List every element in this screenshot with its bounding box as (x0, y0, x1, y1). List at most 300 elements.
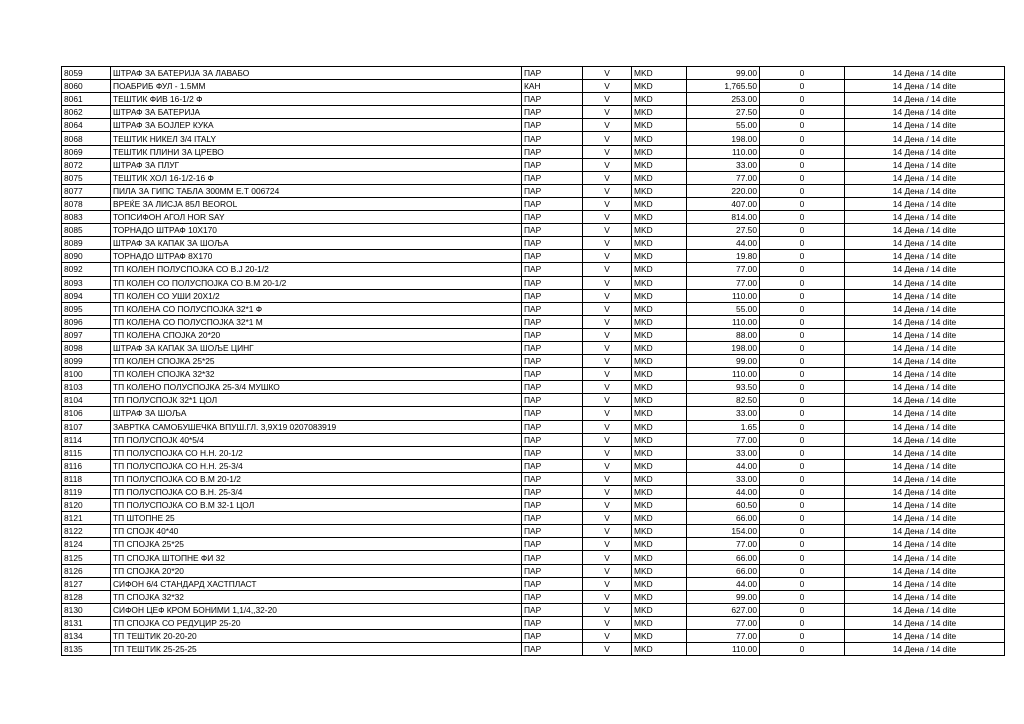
item-delivery: 14 Дена / 14 dite (845, 289, 1005, 302)
item-vat-mark: V (583, 499, 632, 512)
item-price: 1,765.50 (687, 80, 760, 93)
item-currency: MKD (632, 80, 687, 93)
item-name: ТП КОЛЕН СО УШИ 20Х1/2 (111, 289, 522, 302)
table-row (62, 577, 1005, 590)
item-name: ТЕШТИК ХОЛ 16-1/2-16 Ф (111, 171, 522, 184)
item-quantity: 0 (760, 250, 845, 263)
item-name: ШТРАФ ЗА ШОЉА (111, 407, 522, 420)
item-name: ЗАВРТКА САМОБУШЕЧКА ВПУШ.ГЛ. 3,9Х19 0207083919 (111, 420, 522, 433)
item-currency: MKD (632, 302, 687, 315)
item-delivery: 14 Дена / 14 dite (845, 328, 1005, 341)
item-price: 99.00 (687, 67, 760, 80)
item-currency: MKD (632, 551, 687, 564)
item-name: ТП ПОЛУСПОЈКА СО В.Н. 25-3/4 (111, 486, 522, 499)
item-quantity: 0 (760, 119, 845, 132)
item-currency: MKD (632, 289, 687, 302)
item-delivery: 14 Дена / 14 dite (845, 315, 1005, 328)
item-code: 8069 (62, 145, 111, 158)
item-code: 8085 (62, 224, 111, 237)
item-vat-mark: V (583, 420, 632, 433)
table-row (62, 184, 1005, 197)
item-unit: ПАР (522, 237, 583, 250)
item-quantity: 0 (760, 276, 845, 289)
item-quantity: 0 (760, 603, 845, 616)
item-quantity: 0 (760, 551, 845, 564)
item-unit: ПАР (522, 145, 583, 158)
item-name: ТП КОЛЕНО ПОЛУСПОЈКА 25-3/4 МУШКО (111, 381, 522, 394)
item-name: ТП ПОЛУСПОЈКА СО Н.Н. 25-3/4 (111, 459, 522, 472)
item-currency: MKD (632, 564, 687, 577)
item-name: ТЕШТИК ПЛИНИ ЗА ЦРЕВО (111, 145, 522, 158)
item-vat-mark: V (583, 564, 632, 577)
item-currency: MKD (632, 211, 687, 224)
item-unit: ПАР (522, 381, 583, 394)
item-name: ШТРАФ ЗА КАПАК ЗА ШОЉЕ ЦИНГ (111, 341, 522, 354)
item-vat-mark: V (583, 433, 632, 446)
item-name: ТП КОЛЕН СПОЈКА 32*32 (111, 368, 522, 381)
item-name: ТП СПОЈКА 25*25 (111, 538, 522, 551)
table-row (62, 433, 1005, 446)
item-delivery: 14 Дена / 14 dite (845, 407, 1005, 420)
item-quantity: 0 (760, 289, 845, 302)
table-row (62, 119, 1005, 132)
item-quantity: 0 (760, 394, 845, 407)
item-code: 8128 (62, 590, 111, 603)
item-code: 8098 (62, 341, 111, 354)
item-code: 8120 (62, 499, 111, 512)
table-row (62, 145, 1005, 158)
item-code: 8115 (62, 446, 111, 459)
table-row (62, 538, 1005, 551)
item-code: 8064 (62, 119, 111, 132)
item-name: ТП ПОЛУСПОЈК 40*5/4 (111, 433, 522, 446)
item-unit: ПАР (522, 512, 583, 525)
item-price: 253.00 (687, 93, 760, 106)
item-vat-mark: V (583, 446, 632, 459)
item-name: ТП ШТОПНЕ 25 (111, 512, 522, 525)
item-currency: MKD (632, 132, 687, 145)
item-currency: MKD (632, 643, 687, 656)
item-unit: ПАР (522, 158, 583, 171)
table-row (62, 132, 1005, 145)
item-code: 8118 (62, 472, 111, 485)
item-name: ТП КОЛЕН ПОЛУСПОЈКА СО В.Ј 20-1/2 (111, 263, 522, 276)
item-code: 8068 (62, 132, 111, 145)
item-vat-mark: V (583, 328, 632, 341)
table-row (62, 197, 1005, 210)
item-delivery: 14 Дена / 14 dite (845, 341, 1005, 354)
item-delivery: 14 Дена / 14 dite (845, 237, 1005, 250)
item-vat-mark: V (583, 590, 632, 603)
item-delivery: 14 Дена / 14 dite (845, 630, 1005, 643)
table-row (62, 328, 1005, 341)
item-delivery: 14 Дена / 14 dite (845, 472, 1005, 485)
item-price: 110.00 (687, 315, 760, 328)
table-row (62, 551, 1005, 564)
item-price: 33.00 (687, 407, 760, 420)
item-price: 110.00 (687, 643, 760, 656)
item-unit: ПАР (522, 315, 583, 328)
item-vat-mark: V (583, 394, 632, 407)
item-name: ТП КОЛЕНА СПОЈКА 20*20 (111, 328, 522, 341)
item-vat-mark: V (583, 381, 632, 394)
item-code: 8092 (62, 263, 111, 276)
item-delivery: 14 Дена / 14 dite (845, 577, 1005, 590)
item-vat-mark: V (583, 263, 632, 276)
item-name: ТП ТЕШТИК 25-25-25 (111, 643, 522, 656)
item-unit: ПАР (522, 486, 583, 499)
item-code: 8130 (62, 603, 111, 616)
table-row (62, 80, 1005, 93)
item-name: ТП ПОЛУСПОЈКА СО В.М 20-1/2 (111, 472, 522, 485)
table-row (62, 289, 1005, 302)
item-currency: MKD (632, 590, 687, 603)
item-unit: ПАР (522, 538, 583, 551)
item-currency: MKD (632, 171, 687, 184)
item-vat-mark: V (583, 67, 632, 80)
item-quantity: 0 (760, 446, 845, 459)
item-name: ТП ПОЛУСПОЈКА СО Н.Н. 20-1/2 (111, 446, 522, 459)
item-quantity: 0 (760, 616, 845, 629)
item-vat-mark: V (583, 197, 632, 210)
item-code: 8121 (62, 512, 111, 525)
item-price: 110.00 (687, 368, 760, 381)
item-vat-mark: V (583, 472, 632, 485)
item-currency: MKD (632, 525, 687, 538)
item-vat-mark: V (583, 119, 632, 132)
item-delivery: 14 Дена / 14 dite (845, 564, 1005, 577)
item-code: 8096 (62, 315, 111, 328)
item-currency: MKD (632, 630, 687, 643)
item-vat-mark: V (583, 603, 632, 616)
item-unit: ПАР (522, 643, 583, 656)
item-quantity: 0 (760, 211, 845, 224)
table-row (62, 381, 1005, 394)
item-quantity: 0 (760, 381, 845, 394)
item-delivery: 14 Дена / 14 dite (845, 538, 1005, 551)
table-row (62, 67, 1005, 80)
item-name: ТП ТЕШТИК 20-20-20 (111, 630, 522, 643)
item-quantity: 0 (760, 315, 845, 328)
item-currency: MKD (632, 381, 687, 394)
item-vat-mark: V (583, 407, 632, 420)
item-delivery: 14 Дена / 14 dite (845, 197, 1005, 210)
item-quantity: 0 (760, 132, 845, 145)
table-row (62, 472, 1005, 485)
item-quantity: 0 (760, 577, 845, 590)
item-quantity: 0 (760, 341, 845, 354)
item-code: 8060 (62, 80, 111, 93)
item-unit: ПАР (522, 355, 583, 368)
item-delivery: 14 Дена / 14 dite (845, 616, 1005, 629)
item-price: 110.00 (687, 289, 760, 302)
item-code: 8124 (62, 538, 111, 551)
item-delivery: 14 Дена / 14 dite (845, 145, 1005, 158)
item-unit: ПАР (522, 577, 583, 590)
item-delivery: 14 Дена / 14 dite (845, 93, 1005, 106)
item-name: ТОРНАДО ШТРАФ 8Х170 (111, 250, 522, 263)
item-delivery: 14 Дена / 14 dite (845, 355, 1005, 368)
item-vat-mark: V (583, 577, 632, 590)
item-vat-mark: V (583, 368, 632, 381)
item-unit: ПАР (522, 328, 583, 341)
item-unit: ПАР (522, 459, 583, 472)
item-delivery: 14 Дена / 14 dite (845, 499, 1005, 512)
item-currency: MKD (632, 512, 687, 525)
item-name: ШТРАФ ЗА ПЛУГ (111, 158, 522, 171)
item-quantity: 0 (760, 263, 845, 276)
item-vat-mark: V (583, 80, 632, 93)
item-delivery: 14 Дена / 14 dite (845, 446, 1005, 459)
table-row (62, 486, 1005, 499)
item-code: 8135 (62, 643, 111, 656)
item-name: ШТРАФ ЗА БОЈЛЕР КУКА (111, 119, 522, 132)
item-quantity: 0 (760, 67, 845, 80)
item-unit: ПАР (522, 525, 583, 538)
item-code: 8099 (62, 355, 111, 368)
item-quantity: 0 (760, 512, 845, 525)
item-delivery: 14 Дена / 14 dite (845, 603, 1005, 616)
item-delivery: 14 Дена / 14 dite (845, 158, 1005, 171)
item-price: 77.00 (687, 171, 760, 184)
item-code: 8095 (62, 302, 111, 315)
table-row (62, 643, 1005, 656)
item-code: 8072 (62, 158, 111, 171)
item-price: 77.00 (687, 276, 760, 289)
table-row (62, 355, 1005, 368)
item-price: 99.00 (687, 590, 760, 603)
item-delivery: 14 Дена / 14 dite (845, 512, 1005, 525)
item-price: 66.00 (687, 551, 760, 564)
item-price: 1.65 (687, 420, 760, 433)
item-delivery: 14 Дена / 14 dite (845, 184, 1005, 197)
item-quantity: 0 (760, 197, 845, 210)
item-delivery: 14 Дена / 14 dite (845, 171, 1005, 184)
table-row (62, 237, 1005, 250)
item-code: 8089 (62, 237, 111, 250)
item-vat-mark: V (583, 276, 632, 289)
item-price: 814.00 (687, 211, 760, 224)
item-quantity: 0 (760, 171, 845, 184)
item-vat-mark: V (583, 486, 632, 499)
item-currency: MKD (632, 315, 687, 328)
table-row (62, 616, 1005, 629)
item-unit: ПАР (522, 499, 583, 512)
item-currency: MKD (632, 355, 687, 368)
item-currency: MKD (632, 119, 687, 132)
item-quantity: 0 (760, 420, 845, 433)
item-vat-mark: V (583, 302, 632, 315)
item-vat-mark: V (583, 132, 632, 145)
item-vat-mark: V (583, 538, 632, 551)
item-currency: MKD (632, 616, 687, 629)
item-code: 8119 (62, 486, 111, 499)
item-quantity: 0 (760, 499, 845, 512)
item-code: 8104 (62, 394, 111, 407)
item-vat-mark: V (583, 551, 632, 564)
table-row (62, 630, 1005, 643)
item-name: ТП ПОЛУСПОЈКА СО В.М 32-1 ЦОЛ (111, 499, 522, 512)
table-row (62, 368, 1005, 381)
item-quantity: 0 (760, 106, 845, 119)
item-currency: MKD (632, 341, 687, 354)
item-name: ВРЕЌЕ ЗА ЛИСЈА 85Л BEOROL (111, 197, 522, 210)
item-price: 27.50 (687, 224, 760, 237)
table-row (62, 512, 1005, 525)
item-vat-mark: V (583, 224, 632, 237)
item-delivery: 14 Дена / 14 dite (845, 381, 1005, 394)
item-currency: MKD (632, 224, 687, 237)
table-row (62, 564, 1005, 577)
item-currency: MKD (632, 420, 687, 433)
table-row (62, 590, 1005, 603)
item-code: 8097 (62, 328, 111, 341)
item-quantity: 0 (760, 328, 845, 341)
item-currency: MKD (632, 197, 687, 210)
item-currency: MKD (632, 263, 687, 276)
item-price: 33.00 (687, 158, 760, 171)
item-price: 198.00 (687, 132, 760, 145)
item-price: 55.00 (687, 119, 760, 132)
item-unit: ПАР (522, 394, 583, 407)
table-row (62, 394, 1005, 407)
item-name: ТП СПОЈКА СО РЕДУЦИР 25-20 (111, 616, 522, 629)
item-price: 33.00 (687, 472, 760, 485)
item-unit: ПАР (522, 106, 583, 119)
item-currency: MKD (632, 158, 687, 171)
item-code: 8093 (62, 276, 111, 289)
table-row (62, 315, 1005, 328)
item-price: 44.00 (687, 577, 760, 590)
item-currency: MKD (632, 250, 687, 263)
item-price: 55.00 (687, 302, 760, 315)
item-currency: MKD (632, 67, 687, 80)
item-price: 66.00 (687, 512, 760, 525)
item-quantity: 0 (760, 158, 845, 171)
table-row (62, 420, 1005, 433)
item-code: 8116 (62, 459, 111, 472)
item-unit: ПАР (522, 446, 583, 459)
item-vat-mark: V (583, 93, 632, 106)
item-vat-mark: V (583, 616, 632, 629)
item-delivery: 14 Дена / 14 dite (845, 211, 1005, 224)
item-quantity: 0 (760, 433, 845, 446)
item-vat-mark: V (583, 643, 632, 656)
item-currency: MKD (632, 407, 687, 420)
item-delivery: 14 Дена / 14 dite (845, 224, 1005, 237)
item-delivery: 14 Дена / 14 dite (845, 433, 1005, 446)
item-code: 8106 (62, 407, 111, 420)
item-unit: ПАР (522, 289, 583, 302)
item-unit: ПАР (522, 630, 583, 643)
item-name: ТП СПОЈКА 32*32 (111, 590, 522, 603)
item-unit: ПАР (522, 590, 583, 603)
item-quantity: 0 (760, 564, 845, 577)
table-row (62, 603, 1005, 616)
item-quantity: 0 (760, 184, 845, 197)
item-price: 19.80 (687, 250, 760, 263)
item-unit: ПАР (522, 302, 583, 315)
item-unit: ПАР (522, 420, 583, 433)
item-unit: КАН (522, 80, 583, 93)
item-price: 93.50 (687, 381, 760, 394)
item-name: СИФОН 6/4 СТАНДАРД ХАСТПЛАСТ (111, 577, 522, 590)
item-delivery: 14 Дена / 14 dite (845, 276, 1005, 289)
item-unit: ПАР (522, 171, 583, 184)
item-vat-mark: V (583, 171, 632, 184)
item-currency: MKD (632, 433, 687, 446)
item-name: ПИЛА ЗА ГИПС ТАБЛА 300ММ Е.Т 006724 (111, 184, 522, 197)
item-name: ТП КОЛЕН СО ПОЛУСПОЈКА СО В.М 20-1/2 (111, 276, 522, 289)
item-vat-mark: V (583, 211, 632, 224)
item-delivery: 14 Дена / 14 dite (845, 119, 1005, 132)
price-list-table (61, 66, 1005, 656)
item-price: 77.00 (687, 263, 760, 276)
item-price: 82.50 (687, 394, 760, 407)
item-vat-mark: V (583, 184, 632, 197)
item-unit: ПАР (522, 368, 583, 381)
table-row (62, 459, 1005, 472)
item-currency: MKD (632, 184, 687, 197)
item-name: ШТРАФ ЗА БАТЕРИЈА ЗА ЛАВАБО (111, 67, 522, 80)
item-quantity: 0 (760, 459, 845, 472)
item-code: 8127 (62, 577, 111, 590)
item-price: 77.00 (687, 630, 760, 643)
table-row (62, 211, 1005, 224)
item-code: 8131 (62, 616, 111, 629)
item-name: ТЕШТИК ФИВ 16-1/2 Ф (111, 93, 522, 106)
table-row (62, 158, 1005, 171)
item-name: ТП СПОЈКА 20*20 (111, 564, 522, 577)
table-row (62, 446, 1005, 459)
item-delivery: 14 Дена / 14 dite (845, 486, 1005, 499)
item-unit: ПАР (522, 224, 583, 237)
item-name: ШТРАФ ЗА БАТЕРИЈА (111, 106, 522, 119)
item-unit: ПАР (522, 263, 583, 276)
item-unit: ПАР (522, 184, 583, 197)
item-price: 60.50 (687, 499, 760, 512)
item-code: 8126 (62, 564, 111, 577)
table-row (62, 302, 1005, 315)
item-price: 44.00 (687, 486, 760, 499)
table-row (62, 171, 1005, 184)
item-price: 110.00 (687, 145, 760, 158)
item-currency: MKD (632, 145, 687, 158)
item-price: 77.00 (687, 433, 760, 446)
item-name: ТП КОЛЕНА СО ПОЛУСПОЈКА 32*1 М (111, 315, 522, 328)
item-price: 44.00 (687, 237, 760, 250)
item-price: 627.00 (687, 603, 760, 616)
item-quantity: 0 (760, 590, 845, 603)
item-unit: ПАР (522, 250, 583, 263)
item-currency: MKD (632, 394, 687, 407)
item-quantity: 0 (760, 93, 845, 106)
item-vat-mark: V (583, 250, 632, 263)
item-delivery: 14 Дена / 14 dite (845, 67, 1005, 80)
item-currency: MKD (632, 486, 687, 499)
item-name: СИФОН ЦЕФ КРОМ БОНИМИ 1,1/4,,32-20 (111, 603, 522, 616)
item-vat-mark: V (583, 145, 632, 158)
item-code: 8090 (62, 250, 111, 263)
item-quantity: 0 (760, 302, 845, 315)
item-currency: MKD (632, 106, 687, 119)
item-vat-mark: V (583, 459, 632, 472)
item-unit: ПАР (522, 341, 583, 354)
item-delivery: 14 Дена / 14 dite (845, 132, 1005, 145)
item-unit: ПАР (522, 132, 583, 145)
item-delivery: 14 Дена / 14 dite (845, 302, 1005, 315)
item-unit: ПАР (522, 472, 583, 485)
